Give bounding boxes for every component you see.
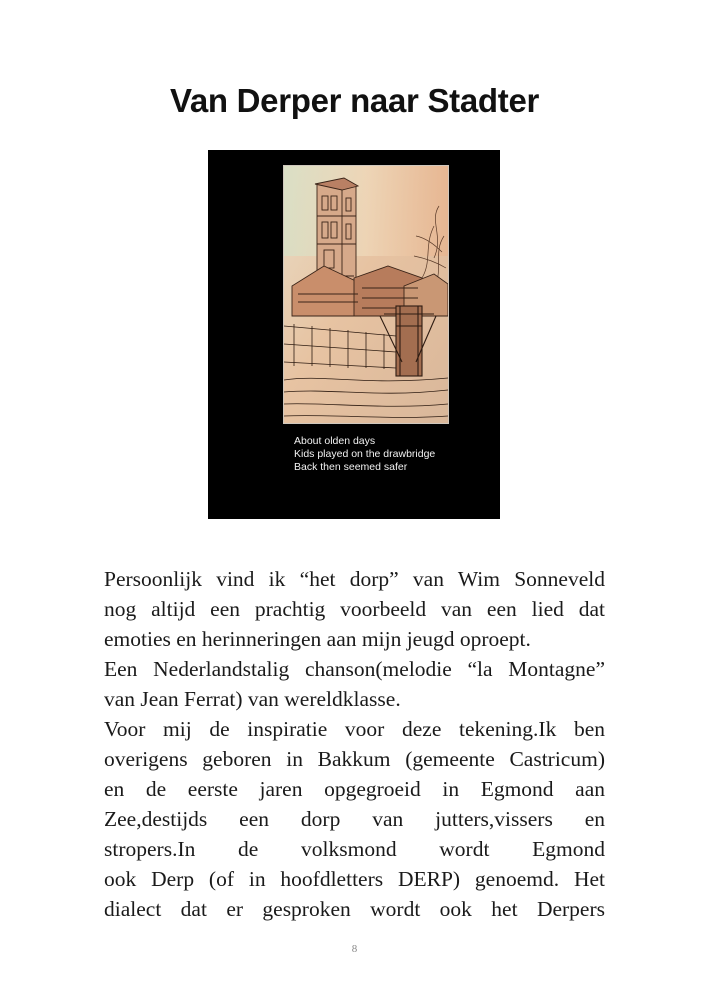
text-line: nog altijd een prachtig voorbeeld van een lied dat bbox=[104, 597, 605, 621]
page-title: Van Derper naar Stadter bbox=[169, 82, 540, 119]
caption-line: Back then seemed safer bbox=[294, 461, 408, 473]
text-line: Een Nederlandstalig chanson(melodie “la Montagne” bbox=[104, 657, 605, 681]
text-line: Voor mij de inspiratie voor deze tekening.Ik ben bbox=[104, 717, 605, 741]
image-caption bbox=[294, 435, 494, 474]
text-line: overigens geboren in Bakkum (gemeente Castricum) bbox=[104, 747, 605, 771]
text-line: van Jean Ferrat) van wereldklasse. bbox=[104, 687, 401, 711]
text-line: Persoonlijk vind ik “het dorp” van Wim Sonneveld bbox=[104, 567, 605, 591]
text-line: stropers.In de volksmond wordt Egmond bbox=[104, 837, 605, 861]
text-line: en de eerste jaren opgegroeid in Egmond aan bbox=[104, 777, 605, 801]
caption-line: Kids played on the drawbridge bbox=[294, 448, 436, 460]
sketch-drawing bbox=[283, 165, 449, 424]
page-number: 8 bbox=[351, 943, 358, 955]
caption-line: About olden days bbox=[294, 435, 376, 447]
body-paragraph bbox=[104, 564, 605, 924]
text-line: ook Derp (of in hoofdletters DERP) genoemd. Het bbox=[104, 867, 605, 891]
text-line: dialect dat er gesproken wordt ook het Derpers bbox=[104, 897, 605, 921]
illustration-frame bbox=[208, 150, 500, 519]
text-line: emoties en herinneringen aan mijn jeugd oproept. bbox=[104, 627, 531, 651]
text-line: Zee,destijds een dorp van jutters,vissers en bbox=[104, 807, 605, 831]
